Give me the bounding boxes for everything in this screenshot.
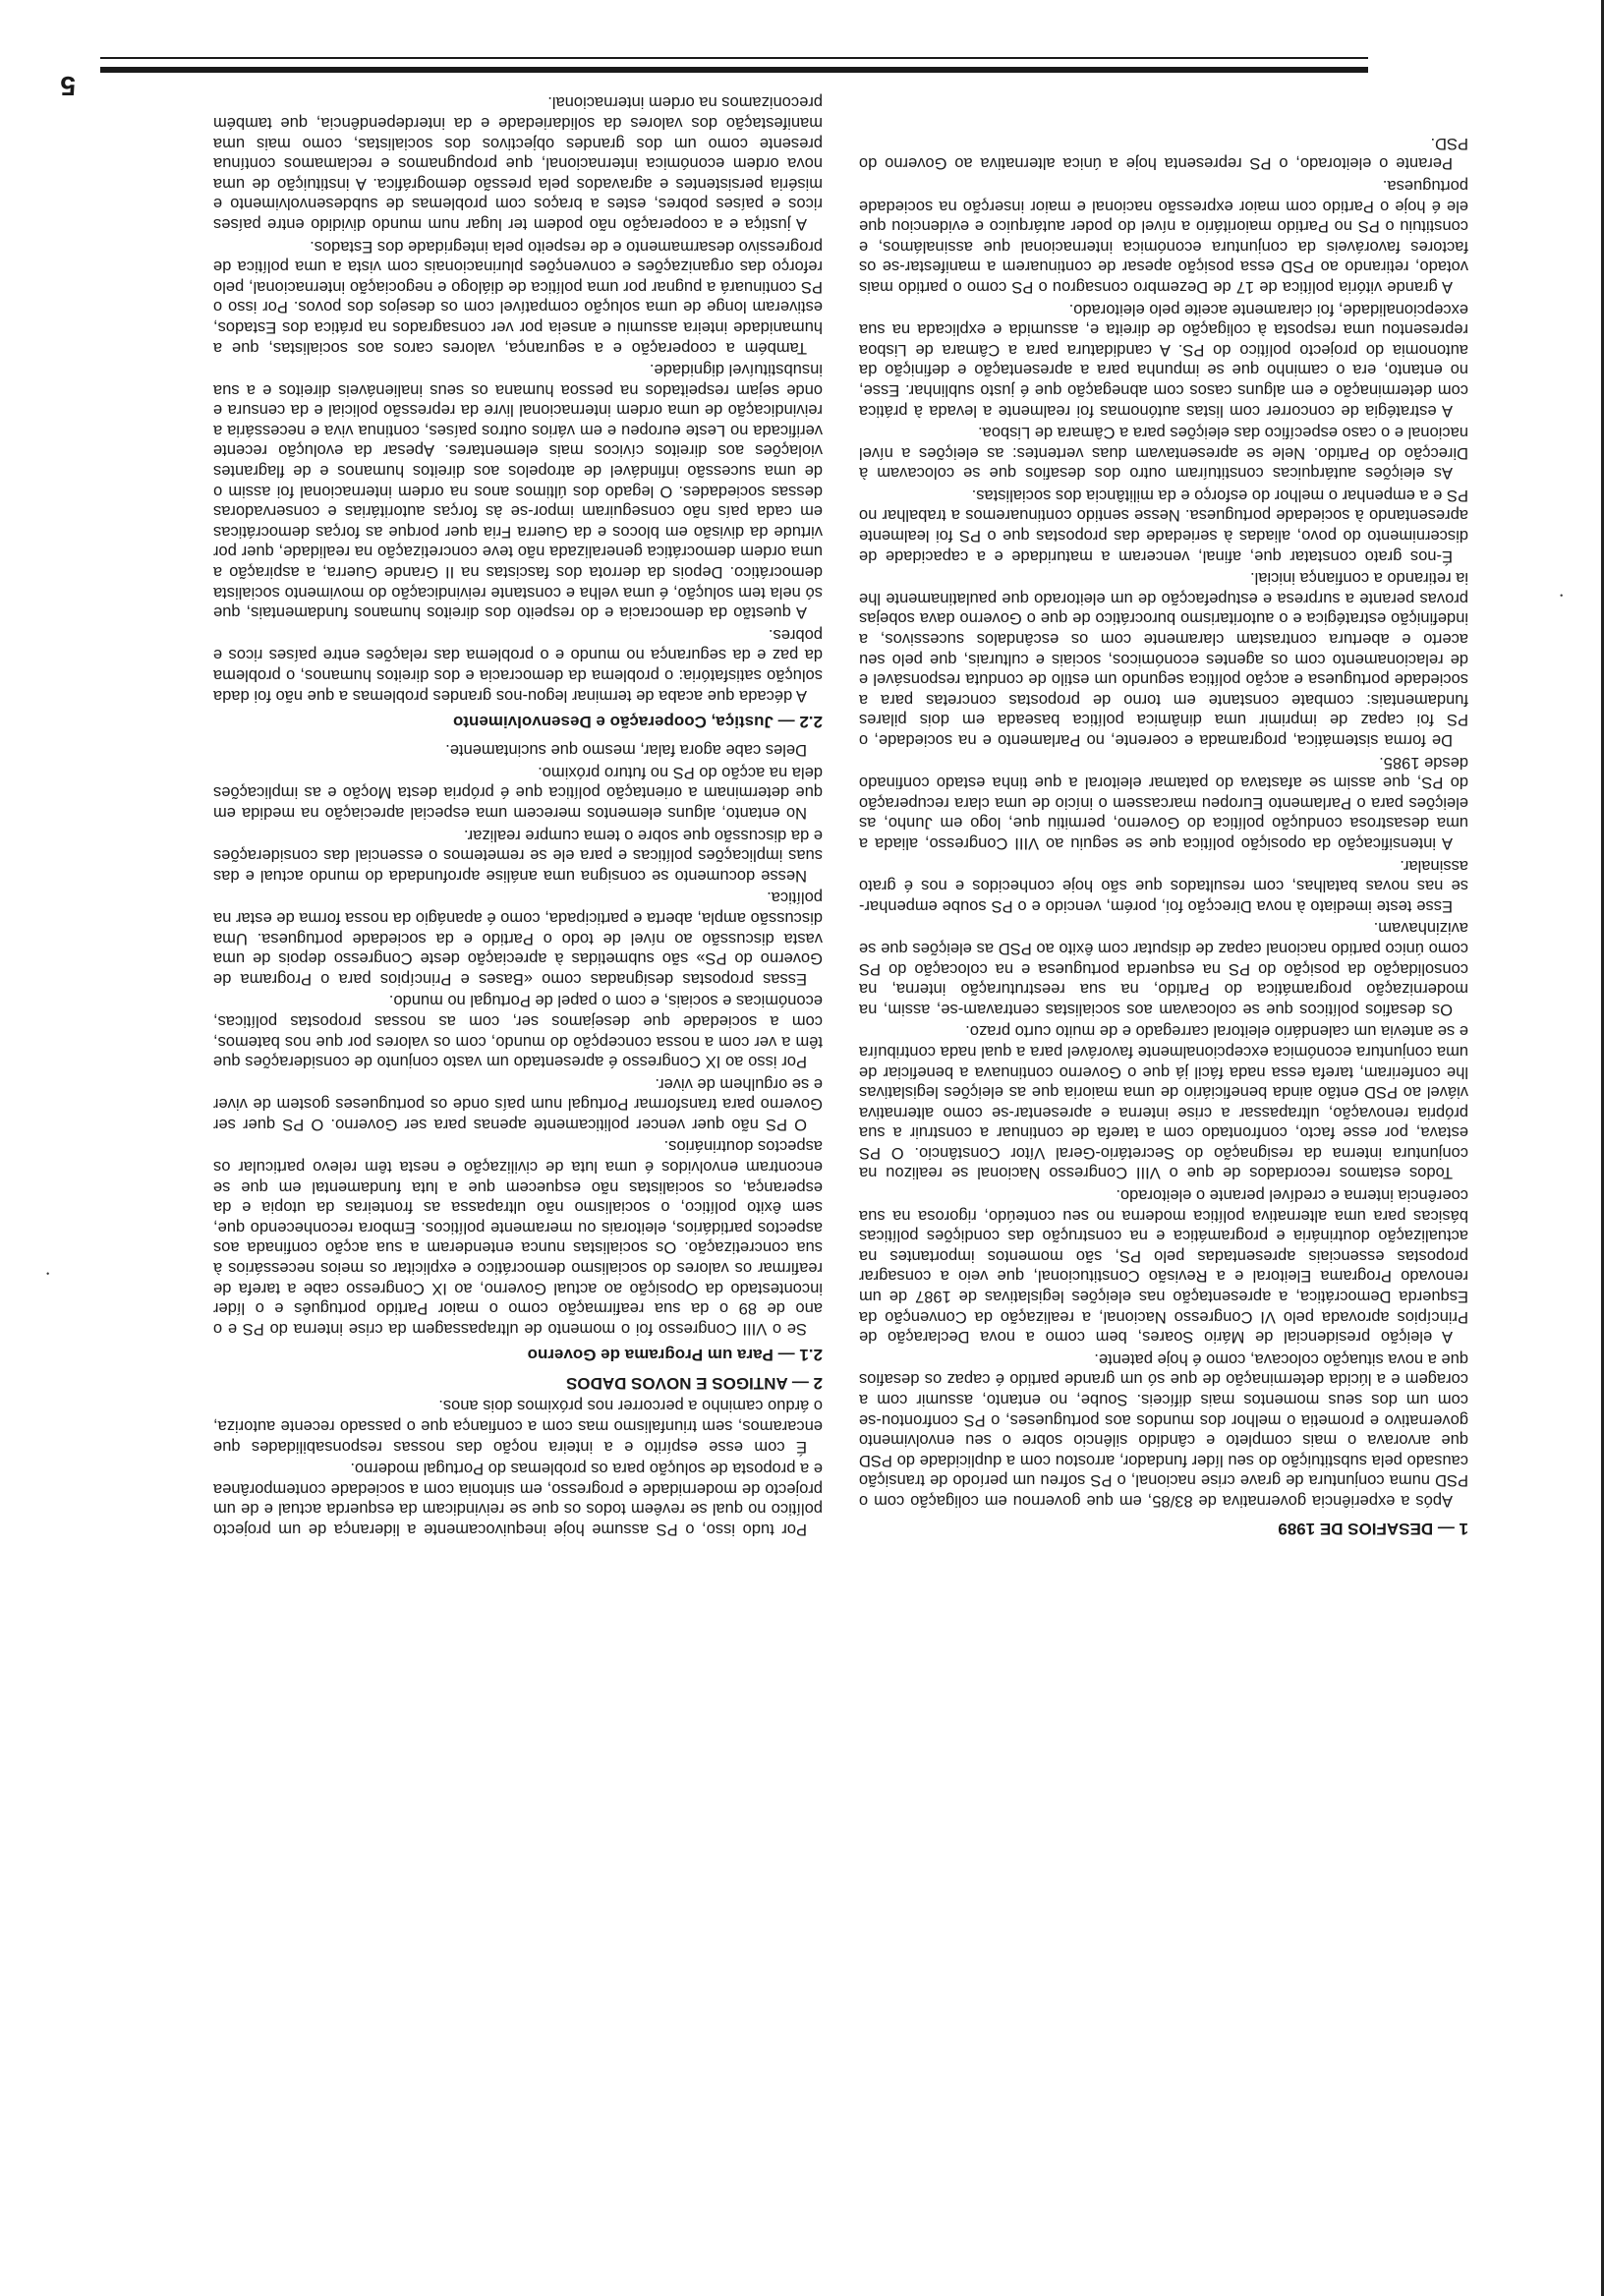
margin-mark: · xyxy=(44,1262,51,1284)
body-paragraph: De forma sistemática, programada e coerente, no Parlamento e na sociedade, o PS foi capaz de imprimir uma dinâmica política baseada em dois pilares fundamentais: combate constante em torno de propostas concretas para a sociedade portuguesa e acção política segundo um estilo de conduta responsável e de relacionamento com os agentes económicos, sociais e culturais, que pelo seu acerto e abertura contrastam claramente com os escândalos sucessivos, a indefinição estratégica e o autoritarismo burocrático de que o Governo dava sobejas provas perante a surpresa e estupefacção de um eleitorado que paulatinamente lhe ia retirando a confiança inicial. xyxy=(859,569,1468,750)
subsection-heading-2-1: 2.1 — Para um Programa de Governo xyxy=(527,1345,823,1364)
margin-mark: · xyxy=(1558,584,1565,605)
body-paragraph: Perante o eleitorado, o PS representa hoje a única alternativa ao Governo do PSD. xyxy=(859,134,1468,173)
body-paragraph: No entanto, alguns elementos merecem uma especial apreciação na medida em que determinam a orientação política que é própria desta Moção e as implicações dela na acção do PS no futuro próximo. xyxy=(213,763,823,822)
body-paragraph: A questão da democracia e do respeito dos direitos humanos fundamentais, que só nela tem solução, é uma velha e constante reivindicação do movimento socialista democrático. Depois da derrota dos fascistas na II Grande Guerra, a aspiração a uma ordem democrática generalizada não teve concretização na realidade, quer por virtude da divisão em blocos e da Guerra Fria quer porque as forças democráticas em cada país não conseguiram impor-se às forças autoritárias e conservadoras dessas sociedades. O legado dos últimos anos na ordem internacional foi assim o de uma sucessão infindável de atropelos aos direitos humanos e de flagrantes violações aos direitos cívicos mais elementares. Apesar da evolução recente verificada no Leste europeu e em vários outros países, continua viva e necessária a reivindicação de uma ordem internacional livre da repressão policial e da censura e onde sejam respeitados na pessoa humana os seus inalienáveis direitos e a sua insubstituível dignidade. xyxy=(213,361,823,622)
body-paragraph: A estratégia de concorrer com listas autónomas foi realmente a levada à prática com determinação e em alguns casos com abnegação que é justo sublinhar. Esse, no entanto, era o caminho que se impunha para a apresentação e definição da autonomia do projecto político do PS. A candidatura para a Câmara de Lisboa representou uma resposta à coligação de direita e, assumida e explicada na sua excepcionalidade, foi claramente aceite pelo eleitorado. xyxy=(859,300,1468,420)
body-paragraph: As eleições autárquicas constituíram outro dos desafios que se colocavam à Direcção do Partido. Nele se apresentavam duas vertentes: as eleições a nível nacional e o caso específico das eleições para a Câmara de Lisboa. xyxy=(859,424,1468,483)
page-number: 5 xyxy=(60,71,76,101)
right-column xyxy=(213,90,823,1539)
body-paragraph: Todos estamos recordados de que o VIII Congresso Nacional se realizou na conjuntura interna da resignação do Secretário-Geral Vítor Constâncio. O PS estava, por esse facto, confrontado com a tarefa de continuar a construir a sua própria renovação, ultrapassar a crise interna e apresentar-se como alternativa viável ao PSD então ainda beneficiário de uma maioria que as eleições legislativas lhe conferiram, tarefa essa nada fácil já que o Governo continuava a beneficiar de uma conjuntura económica excepcionalmente favorável para a qual nada contribuíra e se antevia um calendário eleitoral carregado e de muito curto prazo. xyxy=(859,1022,1468,1182)
body-paragraph: Por tudo isso, o PS assume hoje inequivocamente a liderança de um projecto político no qual se revêem todos os que se reivindicam da esquerda actual e de um projecto de modernidade e progresso, em sintonia com a sociedade contemporânea e a proposta de solução para os problemas do Portugal moderno. xyxy=(213,1460,823,1538)
body-paragraph: O PS não quer vencer politicamente apenas para ser Governo. O PS quer ser Governo para transformar Portugal num país onde os portugueses gostem de viver e se orgulhem de viver. xyxy=(213,1074,823,1133)
left-column xyxy=(859,131,1468,1539)
body-paragraph: Nesse documento se consigna uma análise aprofundada do mundo actual e das suas implicações políticas e para ele se remetemos o essencial das considerações e da discussão que sobre o tema cumpre realizar. xyxy=(213,826,823,885)
body-paragraph: Os desafios políticos que se colocavam aos socialistas centravam-se, assim, na modernização programática do Partido, na sua reestruturação interna, na consolidação da posição do PS na esquerda portuguesa e na colocação do PS como único partido nacional capaz de disputar com êxito ao PSD as eleições que se avizinhavam. xyxy=(859,919,1468,1018)
body-paragraph: A década que acaba de terminar legou-nos grandes problemas a que não foi dada solução satisfatória: o problema da democracia e dos direitos humanos, o problema da paz e da segurança no mundo e o problema das relações entre países ricos e pobres. xyxy=(213,625,823,705)
section-heading-1: 1 — DESAFIOS DE 1989 xyxy=(1278,1520,1468,1538)
body-paragraph: Essas propostas designadas como «Bases e Princípios para o Programa de Governo do PS» são submetidas à apreciação deste Congresso depois de uma vasta discussão ao nível de todo o Partido e da sociedade portuguesa. Uma discussão ampla, aberta e participada, como é apanágio da nossa forma de estar na política. xyxy=(213,889,823,988)
body-paragraph: Se o VIII Congresso foi o momento de ultrapassagem da crise interna do PS e o ano de 89 o da sua reafirmação como o maior Partido português e o líder incontestado da Oposição ao actual Governo, ao IX Congresso cabe a tarefa de reafirmar os valores do socialismo democrático e explicitar os meios necessários à sua concretização. Os socialistas nunca entenderam a sua acção confinada aos aspectos partidários, eleitorais ou meramente políticos. Embora reconhecendo que, sem êxito político, o socialismo não ultrapassa as fronteiras da utopia e da esperança, os socialistas não esquecem que a luta fundamental em que se encontram envolvidos é uma luta de civilização e nesta têm relevo particular os aspectos doutrinários. xyxy=(213,1137,823,1338)
subsection-heading-2-2: 2.2 — Justiça, Cooperação e Desenvolvimento xyxy=(452,712,823,731)
body-paragraph: A eleição presidencial de Mário Soares, bem como a nova Declaração de Princípios aprovada pelo VI Congresso Nacional, a realização da Convenção da Esquerda Democrática, a apresentação nas eleições legislativas de 1987 de um renovado Programa Eleitoral e a Revisão Constitucional, que veio a consagrar propostas essenciais apresentadas pelo PS, são momentos importantes na actualização doutrinária e programática e na construção das condições políticas básicas para uma alternativa política moderna no seu conteúdo, rigorosa na sua coerência interna e credível perante o eleitorado. xyxy=(859,1186,1468,1347)
section-heading-2: 2 — ANTIGOS E NOVOS DADOS xyxy=(565,1373,823,1393)
header-rule-thin xyxy=(100,57,1368,59)
body-paragraph: É com esse espírito e a inteira noção das nossas responsabilidades que encaramos, sem triunfalismo mas com a confiança que o passado recente autoriza, o árduo caminho a percorrer nos próximos dois anos. xyxy=(213,1397,823,1456)
header-rule-thick xyxy=(100,67,1368,73)
body-paragraph: A intensificação da oposição política que se seguiu ao VIII Congresso, aliada a uma desastrosa condução política do Governo, permitiu que, logo em Junho, as eleições para o Parlamento Europeu marcassem o início de uma clara recuperação do PS, que assim se afastava do patamar eleitoral a que tinha estado confinado desde 1985. xyxy=(859,753,1468,852)
body-paragraph: A grande vitória política de 17 de Dezembro consagrou o PS como o partido mais votado, retirando ao PSD essa posição apesar de continuarem a manifestar-se os factores favoráveis da conjuntura económica internacional que assinalámos, e constituiu o PS no Partido maioritário a nível do poder autárquico e evidenciou que ele é hoje o Partido com maior expressão nacional e maior inserção na sociedade portuguesa. xyxy=(859,177,1468,296)
body-paragraph: Deles cabe agora falar, mesmo que sucintamente. xyxy=(445,741,807,760)
body-paragraph: Por isso ao IX Congresso é apresentado um vasto conjunto de considerações que têm a ver com a nossa concepção do mundo, com os valores por que nos batemos, com a sociedade que desejamos ser, com as nossas propostas políticas, económicas e sociais, e com o papel de Portugal no mundo. xyxy=(213,992,823,1071)
body-paragraph: Esse teste imediato à nova Direcção foi, porém, vencido e o PS soube empenhar-se nas novas batalhas, com resultados que são hoje conhecidos e nos é grato assinalar. xyxy=(859,856,1468,915)
body-paragraph: Também a cooperação e a segurança, valores caros aos socialistas, que a humanidade inteira assumiu e anseia por ver consagrados na prática dos Estados, estiveram longe de uma solução compatível com os desejos dos povos. Por isso o PS continuará a pugnar por uma política de diálogo e negociação internacional, pelo reforço das organizações e convenções plurinacionais com vista a uma política de progressivo desarmamento e de respeito pela integridade dos Estados. xyxy=(213,237,823,357)
body-paragraph: Após a experiência governativa de 83/85, em que governou em coligação com o PSD numa conjuntura de grave crise nacional, o PS sofreu um período de transição causado pela substituição do seu líder fundador, arrostou com a duplicidade do PSD que arvorava o mais completo e cândido silêncio sobre o seu envolvimento governativo e prometia o melhor dos mundos aos portugueses, o PS confrontou-se com um dos seus momentos mais difíceis. Soube, no entanto, assumir com a coragem e a lúcida determinação de que só um grande partido é capaz os desafios que a nova situação colocava, como é hoje patente. xyxy=(859,1349,1468,1510)
body-paragraph: É-nos grato constatar que, afinal, venceram a maturidade e a capacidade de discernimento do povo, aliadas à seriedade das propostas que o PS foi lealmente apresentando à sociedade portuguesa. Nesse sentido continuaremos a trabalhar no PS e a empenhar o melhor do esforço e da militância dos socialistas. xyxy=(859,486,1468,565)
body-paragraph: A justiça e a cooperação não podem ter lugar num mundo dividido entre países ricos e países pobres, estes a braços com problemas de subdesenvolvimento e miséria persistentes e agravados pela pressão demográfica. A instituição de uma nova ordem económica internacional, que propugnamos e reclamamos contínua presente como um dos grandes objectivos dos socialistas, como mais uma manifestação dos valores da solidariedade e da interdependência, que também preconizamos na ordem internacional. xyxy=(213,93,823,233)
